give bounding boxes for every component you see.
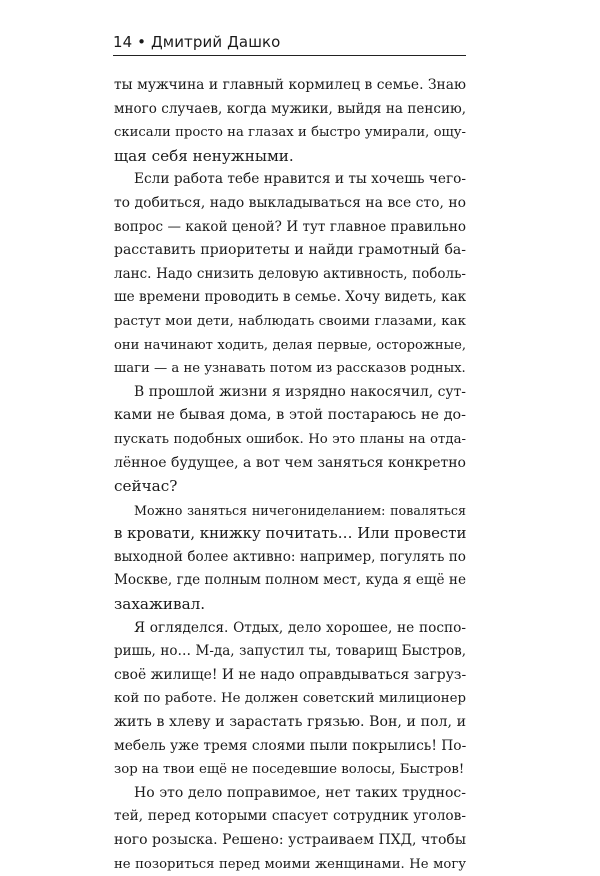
text-line: в кровати, книжку почитать… Или провести: [114, 524, 467, 543]
text-line: Если работа тебе нравится и ты хочешь чего-: [134, 171, 466, 188]
text-line: пускать подобных ошибок. Но это планы на отда-: [114, 431, 466, 447]
text-line: расставить приоритеты и найди грамотный ба-: [114, 242, 466, 259]
text-line: ты мужчина и главный кормилец в семье. Знаю: [114, 77, 466, 93]
text-line: щая себя ненужными.: [114, 146, 294, 165]
text-line: они начинают ходить, делая первые, осторожные,: [114, 337, 466, 353]
text-line: мебель уже тремя слоями пыли покрылись! По-: [114, 737, 467, 754]
text-line: ками не бывая дома, в этой постараюсь не до-: [114, 407, 466, 424]
text-line: жить в хлеву и зарастать грязью. Вон, и пол, и: [114, 714, 466, 731]
text-line: Москве, где полным полном мест, куда я ещё не: [114, 572, 466, 589]
text-line: кой по работе. Не должен советский милиционер: [114, 691, 466, 707]
text-line: своё жилище! И не надо оправдываться загруз-: [114, 666, 467, 683]
text-line: вопрос — какой ценой? И тут главное правильно: [114, 218, 466, 235]
body-text: [114, 74, 466, 876]
text-line: захаживал.: [114, 595, 206, 614]
text-line: тей, перед которыми спасует сотрудник уголов-: [114, 808, 466, 825]
text-line: лённое будущее, а вот чем заняться конкретно: [114, 454, 466, 471]
header-divider: [113, 55, 466, 56]
text-line: ланс. Надо снизить деловую активность, поболь-: [114, 265, 466, 282]
text-line: шаги — а не узнавать потом из рассказов родных.: [114, 361, 466, 377]
text-line: сейчас?: [114, 477, 178, 496]
text-line: скисали просто на глазах и быстро умирали, ощу-: [114, 125, 466, 141]
running-header: [113, 28, 466, 56]
text-line: Но это дело поправимое, нет таких труднос-: [134, 784, 466, 801]
text-line: зор на твои ещё не поседевшие волосы, Быстров!: [114, 762, 465, 778]
text-line: то добиться, надо выкладываться на все сто, но: [114, 194, 466, 211]
text-line: ришь, но… М-да, запустил ты, товарищ Быстров,: [114, 643, 466, 660]
text-line: много случаев, когда мужики, выйдя на пенсию,: [114, 100, 466, 117]
text-line: ного розыска. Решено: устраиваем ПХД, чтобы: [114, 832, 466, 848]
text-line: Можно заняться ничегониделанием: поваляться: [134, 502, 466, 518]
text-line: не позориться перед моими женщинами. Не могу: [114, 856, 466, 872]
text-line: В прошлой жизни я изрядно накосячил, сут-: [134, 383, 466, 400]
text-line: растут мои дети, наблюдать своими глазами, как: [114, 313, 466, 329]
text-line: ше времени проводить в семье. Хочу видеть, как: [114, 289, 467, 306]
text-line: Я огляделся. Отдых, дело хорошее, не поспо-: [134, 619, 466, 636]
text-line: выходной более активно: например, погулять по: [114, 548, 466, 565]
running-head-text: 14 • Дмитрий Дашко: [113, 33, 281, 51]
